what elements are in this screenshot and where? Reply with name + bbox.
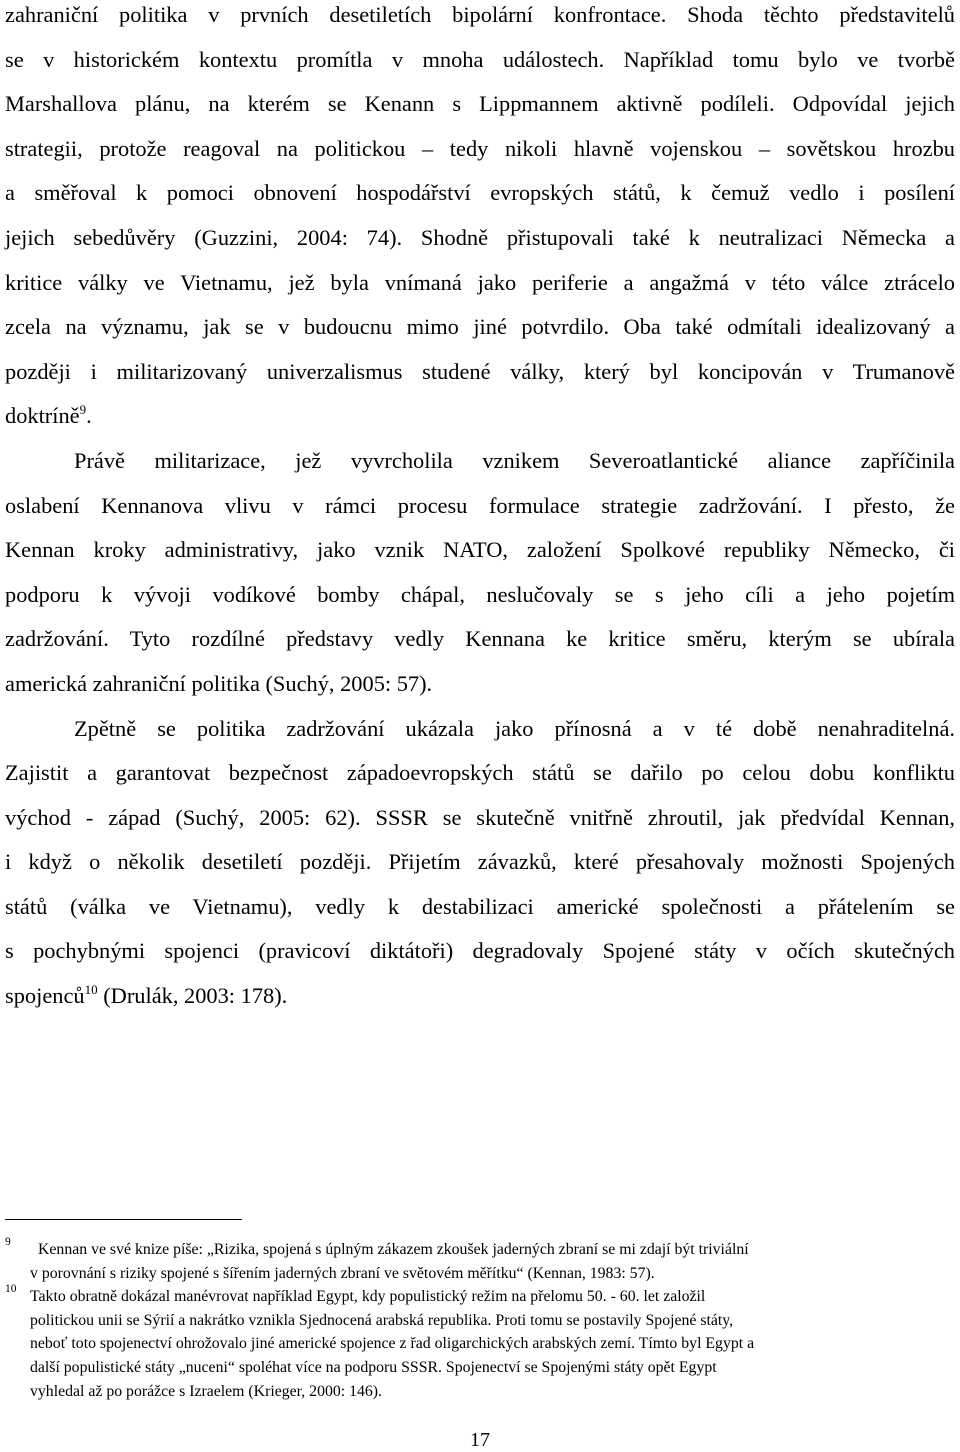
text-line: zadržování. Tyto rozdílné představy vedly Kennana ke kritice směru, kterým se ubírala: [5, 626, 955, 652]
footnote-reference-9[interactable]: 9: [79, 402, 87, 418]
footnote-line: neboť toto spojenectví ohrožovalo jiné americké spojence z řad oligarchických arabských zemí. Tímto byl Egypt a: [30, 1335, 755, 1353]
text-line-last: [5, 394, 955, 439]
paragraph-1: [5, 0, 955, 439]
footnote-10: [5, 1285, 955, 1403]
footnote-9: [5, 1238, 955, 1285]
footnote-mark: 10: [5, 1283, 17, 1296]
footnote-reference-10[interactable]: 10: [84, 982, 98, 998]
text-line-last: americká zahraniční politika (Suchý, 2005: 57).: [5, 670, 433, 696]
footnote-line: další populistické státy „nuceni“ spoléhat více na podporu SSSR. Spojenectví se Spojenými státy opět Egypt: [30, 1358, 717, 1376]
text-line: a směřoval k pomoci obnovení hospodářství evropských států, k čemuž vedlo i posílení: [5, 180, 955, 206]
text-line: strategii, protože reagoval na politickou – tedy nikoli hlavně vojenskou – sovětskou hrozbu: [5, 135, 955, 161]
text-line: Zpětně se politika zadržování ukázala jako přínosná a v té době nenahraditelná.: [74, 715, 955, 741]
footnote-line: Takto obratně dokázal manévrovat například Egypt, kdy populistický režim na přelomu 50. - 60. let založil: [30, 1288, 706, 1306]
text-fragment: (Drulák, 2003: 178).: [97, 983, 288, 1009]
text-line: Právě militarizace, jež vyvrcholila vznikem Severoatlantické aliance zapříčinila: [74, 447, 955, 473]
text-line: se v historickém kontextu promítla v mnoha událostech. Například tomu bylo ve tvorbě: [5, 46, 955, 72]
text-line-last: [5, 974, 955, 1019]
text-fragment: .: [86, 403, 92, 429]
footnote-line: vyhledal až po porážce s Izraelem (Krieger, 2000: 146).: [30, 1382, 383, 1400]
footnote-line: Kennan ve své knize píše: „Rizika, spojená s úplným zákazem zkoušek jaderných zbraní se mi zdají být triviální: [38, 1241, 749, 1258]
text-line: kritice války ve Vietnamu, jež byla vnímaná jako periferie a angažmá v této válce ztrácelo: [5, 269, 955, 295]
text-line: později i militarizovaný univerzalismus studené války, který byl koncipován v Trumanově: [5, 358, 955, 384]
text-line: podporu k vývoji vodíkové bomby chápal, neslučovaly se s jeho cíli a jeho pojetím: [5, 581, 955, 607]
text-fragment: spojenců: [5, 983, 85, 1009]
text-line: Zajistit a garantovat bezpečnost západoevropských států se dařilo po celou dobu konfliktu: [5, 760, 955, 786]
text-line: zcela na významu, jak se v budoucnu mimo jiné potvrdilo. Oba také odmítali idealizovaný a: [5, 314, 955, 340]
text-line: východ - západ (Suchý, 2005: 62). SSSR se skutečně vnitřně zhroutil, jak předvídal Kennan,: [5, 804, 955, 830]
text-line: Kennan kroky administrativy, jako vznik NATO, založení Spolkové republiky Německo, či: [5, 537, 955, 563]
footnotes: [5, 1238, 955, 1403]
text-line: oslabení Kennanova vlivu v rámci procesu formulace strategie zadržování. I přesto, že: [5, 492, 955, 518]
footnote-line: v porovnání s riziky spojené s šířením jaderných zbraní ve světovém měřítku“ (Kennan, 1983: 57).: [30, 1264, 655, 1282]
footnote-line: politickou unii se Sýrií a nakrátko vznikla Sjednocená arabská republika. Proti tomu se postavily Spojené státy,: [30, 1311, 734, 1329]
text-line: i když o několik desetiletí později. Přijetím závazků, které přesahovaly možnosti Spojených: [5, 849, 955, 875]
text-fragment: doktríně: [5, 403, 80, 429]
text-line: s pochybnými spojenci (pravicoví diktátoři) degradovaly Spojené státy v očích skutečných: [5, 938, 955, 964]
paragraph-2: [5, 439, 955, 707]
footnote-mark: 9: [5, 1236, 11, 1248]
text-line: států (válka ve Vietnamu), vedly k destabilizaci americké společnosti a přátelením se: [5, 893, 955, 919]
text-line: jejich sebedůvěry (Guzzini, 2004: 74). Shodně přistupovali také k neutralizaci Německa a: [5, 224, 955, 250]
paragraph-3: [5, 707, 955, 1019]
text-line: zahraniční politika v prvních desetiletích bipolární konfrontace. Shoda těchto představitelů: [5, 2, 955, 27]
page-number: 17: [470, 1429, 490, 1451]
text-line: Marshallova plánu, na kterém se Kenann s Lippmannem aktivně podíleli. Odpovídal jejich: [5, 91, 955, 117]
body-text: [5, 0, 955, 1019]
footnote-separator: [5, 1219, 242, 1220]
